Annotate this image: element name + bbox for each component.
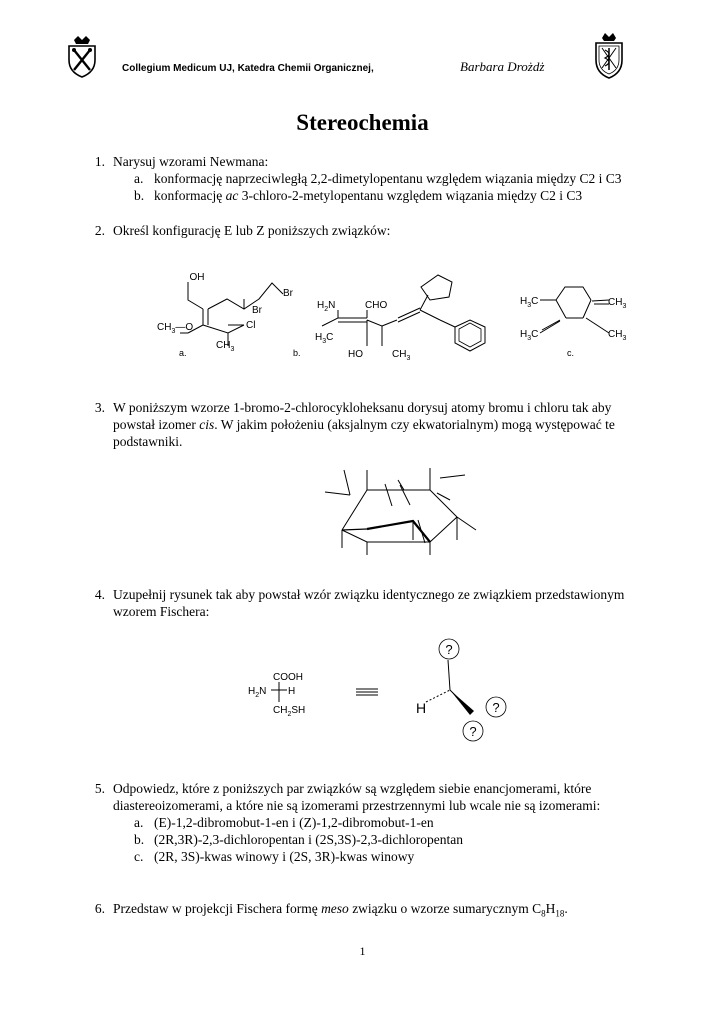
label-h3c: $H_3C$ bbox=[520, 329, 539, 342]
question-text: Uzupełnij rysunek tak aby powstał wzór związku identycznego ze związkiem przedstawionym bbox=[113, 587, 625, 602]
question-text: Przedstaw w projekcji Fischera formę meso związku o wzorze sumarycznym $C_8H_{18}$. bbox=[113, 901, 568, 919]
label-h2n: $H_2N$ bbox=[317, 300, 336, 313]
question-mark: ? bbox=[469, 724, 477, 739]
cyclohexane-chair bbox=[318, 460, 478, 555]
label-oh: OH bbox=[189, 272, 205, 283]
identity-sign bbox=[356, 689, 378, 695]
header-author: Barbara Drożdż bbox=[460, 59, 545, 74]
label-ch3: $CH_3$ bbox=[608, 329, 627, 342]
item-letter: a. bbox=[134, 171, 144, 186]
structure-a bbox=[180, 282, 283, 346]
fischer-bottom: $CH_2SH$ bbox=[273, 705, 306, 718]
fischer-projection bbox=[248, 672, 305, 718]
question-text: Odpowiedz, które z poniższych par związków są względem siebie enancjomerami, które bbox=[113, 781, 592, 796]
item-text: (E)-1,2-dibromobut-1-en i (Z)-1,2-dibromobut-1-en bbox=[154, 815, 434, 830]
question-number: 2. bbox=[94, 223, 105, 238]
label-h3c: $H_3C$ bbox=[315, 332, 334, 345]
question-text: podstawniki. bbox=[113, 434, 183, 449]
label-ch3: $CH_3$ bbox=[216, 340, 235, 353]
item-text: konformację naprzeciwległą 2,2-dimetylopentanu względem wiązania między C2 i C3 bbox=[154, 171, 622, 186]
fischer-and-wedge bbox=[240, 630, 520, 745]
university-crest-logo bbox=[66, 34, 98, 78]
item-letter: b. bbox=[134, 832, 145, 847]
page-number: 1 bbox=[359, 944, 366, 958]
question-number: 1. bbox=[94, 154, 105, 169]
item-letter: c. bbox=[134, 849, 144, 864]
structures-q2 bbox=[140, 260, 640, 370]
question-number: 5. bbox=[94, 781, 105, 796]
header-institution: Collegium Medicum UJ, Katedra Chemii Organicznej, bbox=[122, 63, 374, 74]
fischer-left: $H_2N$ bbox=[248, 686, 267, 699]
item-letter: b. bbox=[134, 188, 145, 203]
question-text: Narysuj wzorami Newmana: bbox=[113, 154, 269, 169]
wedge-drawing bbox=[416, 639, 506, 741]
question-text: Określ konfigurację E lub Z poniższych związków: bbox=[113, 223, 391, 238]
label-c: c. bbox=[567, 348, 575, 358]
item-text: (2R, 3S)-kwas winowy i (2S, 3R)-kwas winowy bbox=[154, 849, 415, 864]
question-text: W poniższym wzorze 1-bromo-2-chlorocykloheksanu dorysuj atomy bromu i chloru tak aby bbox=[113, 400, 612, 415]
item-letter: a. bbox=[134, 815, 144, 830]
label-cho: CHO bbox=[365, 300, 388, 311]
question-number: 4. bbox=[94, 587, 105, 602]
question-number: 3. bbox=[94, 400, 105, 415]
medical-college-crest-logo bbox=[592, 30, 626, 80]
wedge-h: H bbox=[416, 700, 427, 716]
question-text: wzorem Fischera: bbox=[113, 604, 210, 619]
label-b: b. bbox=[293, 348, 301, 358]
label-ch3: $CH_3$ bbox=[392, 349, 411, 362]
label-ho: HO bbox=[348, 349, 363, 360]
label-cl: Cl bbox=[246, 320, 256, 331]
page-title: Stereochemia bbox=[296, 110, 429, 135]
question-mark: ? bbox=[445, 642, 453, 657]
fischer-right: H bbox=[288, 686, 296, 697]
question-number: 6. bbox=[94, 901, 105, 916]
label-ch3: $CH_3$ bbox=[608, 297, 627, 310]
label-a: a. bbox=[179, 348, 187, 358]
item-text: konformację ac 3-chloro-2-metylopentanu względem wiązania między C2 i C3 bbox=[154, 188, 583, 203]
question-text: powstał izomer cis. W jakim położeniu (aksjalnym czy ekwatorialnym) mogą występować te bbox=[113, 417, 615, 432]
fischer-top: COOH bbox=[273, 672, 303, 683]
question-mark: ? bbox=[492, 700, 500, 715]
structure-c bbox=[540, 287, 609, 333]
label-ch3o: $CH_3—O$ bbox=[157, 322, 194, 335]
item-text: (2R,3R)-2,3-dichloropentan i (2S,3S)-2,3-dichloropentan bbox=[154, 832, 463, 847]
label-br: Br bbox=[283, 288, 293, 299]
structure-b bbox=[322, 295, 455, 346]
label-h3c: $H_3C$ bbox=[520, 296, 539, 309]
question-text: diastereoizomerami, a które nie są izomerami przestrzennymi lub wcale nie są izomerami: bbox=[113, 798, 601, 813]
label-br: Br bbox=[252, 305, 262, 316]
